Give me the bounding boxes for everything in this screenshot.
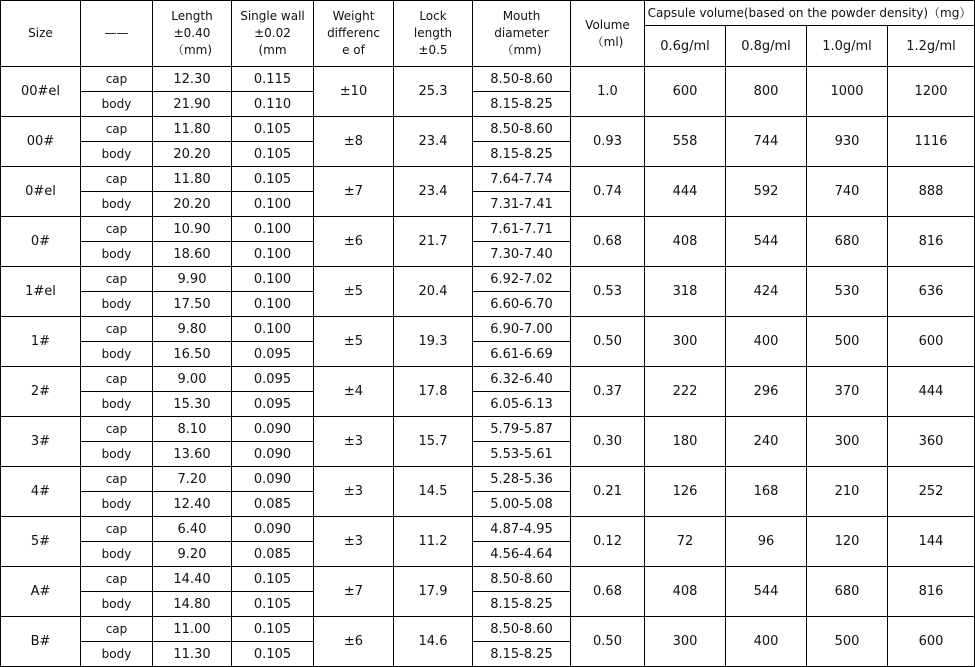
size-cell: 5# (1, 517, 81, 567)
length-cell: 16.50 (153, 342, 232, 367)
part-label: body (81, 642, 153, 667)
lock-length-cell: 23.4 (394, 167, 473, 217)
capsule-volume-cell: 600 (888, 617, 975, 667)
capsule-volume-cell: 816 (888, 567, 975, 617)
mouth-diameter-cell: 7.64-7.74 (473, 167, 571, 192)
header-density: 0.8g/ml (726, 26, 807, 67)
wall-cell: 0.100 (232, 192, 314, 217)
part-label: cap (81, 467, 153, 492)
part-label: cap (81, 517, 153, 542)
length-cell: 9.90 (153, 267, 232, 292)
length-cell: 11.00 (153, 617, 232, 642)
part-label: body (81, 392, 153, 417)
capsule-volume-cell: 144 (888, 517, 975, 567)
part-label: body (81, 442, 153, 467)
header-lock-length (394, 1, 473, 67)
capsule-volume-cell: 1200 (888, 67, 975, 117)
header-volume-line: Volume (585, 17, 630, 32)
volume-cell: 0.37 (571, 367, 645, 417)
length-cell: 11.80 (153, 117, 232, 142)
volume-cell: 0.21 (571, 467, 645, 517)
table-row-cap (1, 467, 975, 492)
mouth-diameter-cell: 8.15-8.25 (473, 142, 571, 167)
capsule-volume-cell: 370 (807, 367, 888, 417)
wall-cell: 0.100 (232, 317, 314, 342)
length-cell: 9.80 (153, 317, 232, 342)
header-density: 0.6g/ml (645, 26, 726, 67)
part-label: body (81, 342, 153, 367)
lock-length-cell: 14.6 (394, 617, 473, 667)
size-cell: 3# (1, 417, 81, 467)
table-header (1, 1, 975, 67)
part-label: cap (81, 567, 153, 592)
header-wall-line: ±0.02 (254, 26, 291, 40)
mouth-diameter-cell: 8.50-8.60 (473, 567, 571, 592)
part-label: body (81, 142, 153, 167)
weight-diff-cell: ±7 (314, 167, 394, 217)
wall-cell: 0.105 (232, 117, 314, 142)
part-label: cap (81, 367, 153, 392)
wall-cell: 0.100 (232, 292, 314, 317)
wall-cell: 0.090 (232, 442, 314, 467)
table-row-cap (1, 617, 975, 642)
header-weight-difference (314, 1, 394, 67)
header-mouth-line: （mm) (501, 43, 542, 57)
part-label: body (81, 542, 153, 567)
wall-cell: 0.085 (232, 492, 314, 517)
capsule-volume-cell: 360 (888, 417, 975, 467)
table-row-cap (1, 267, 975, 292)
header-weight-line: Weight (332, 9, 375, 23)
capsule-volume-cell: 408 (645, 217, 726, 267)
header-length-line: （mm) (171, 43, 213, 57)
table-row-cap (1, 317, 975, 342)
header-capsule-volume: Capsule volume(based on the powder density)（mg） (645, 1, 975, 26)
part-label: body (81, 592, 153, 617)
wall-cell: 0.090 (232, 517, 314, 542)
length-cell: 18.60 (153, 242, 232, 267)
part-label: body (81, 492, 153, 517)
header-wall-line: Single wall (240, 9, 305, 23)
size-cell: 00# (1, 117, 81, 167)
header-weight-line: differenc (327, 26, 380, 40)
weight-diff-cell: ±8 (314, 117, 394, 167)
weight-diff-cell: ±10 (314, 67, 394, 117)
capsule-volume-cell: 800 (726, 67, 807, 117)
wall-cell: 0.105 (232, 167, 314, 192)
table-body (1, 67, 975, 667)
lock-length-cell: 20.4 (394, 267, 473, 317)
capsule-volume-cell: 400 (726, 617, 807, 667)
size-cell: B# (1, 617, 81, 667)
table-row-cap (1, 67, 975, 92)
length-cell: 11.30 (153, 642, 232, 667)
length-cell: 14.40 (153, 567, 232, 592)
header-lock-line: Lock (419, 9, 447, 23)
header-mouth-line: diameter (494, 26, 549, 40)
capsule-volume-cell: 1116 (888, 117, 975, 167)
length-cell: 6.40 (153, 517, 232, 542)
capsule-volume-cell: 300 (807, 417, 888, 467)
capsule-volume-cell: 210 (807, 467, 888, 517)
length-cell: 14.80 (153, 592, 232, 617)
capsule-volume-cell: 558 (645, 117, 726, 167)
lock-length-cell: 21.7 (394, 217, 473, 267)
header-length-line: ±0.40 (173, 26, 211, 40)
part-label: body (81, 92, 153, 117)
volume-cell: 0.50 (571, 317, 645, 367)
lock-length-cell: 11.2 (394, 517, 473, 567)
mouth-diameter-cell: 8.15-8.25 (473, 92, 571, 117)
capsule-volume-cell: 600 (888, 317, 975, 367)
capsule-volume-cell: 680 (807, 567, 888, 617)
mouth-diameter-cell: 5.79-5.87 (473, 417, 571, 442)
size-cell: 1#el (1, 267, 81, 317)
size-cell: 0#el (1, 167, 81, 217)
part-label: cap (81, 317, 153, 342)
weight-diff-cell: ±3 (314, 467, 394, 517)
size-cell: A# (1, 567, 81, 617)
capsule-volume-cell: 444 (888, 367, 975, 417)
wall-cell: 0.100 (232, 267, 314, 292)
part-label: cap (81, 417, 153, 442)
mouth-diameter-cell: 5.53-5.61 (473, 442, 571, 467)
capsule-volume-cell: 96 (726, 517, 807, 567)
header-length (153, 1, 232, 67)
header-volume-line: （ml) (591, 34, 624, 49)
volume-cell: 1.0 (571, 67, 645, 117)
capsule-volume-cell: 424 (726, 267, 807, 317)
part-label: body (81, 242, 153, 267)
wall-cell: 0.085 (232, 542, 314, 567)
mouth-diameter-cell: 6.60-6.70 (473, 292, 571, 317)
wall-cell: 0.095 (232, 392, 314, 417)
volume-cell: 0.50 (571, 617, 645, 667)
part-label: cap (81, 267, 153, 292)
capsule-volume-cell: 544 (726, 217, 807, 267)
lock-length-cell: 25.3 (394, 67, 473, 117)
capsule-volume-cell: 408 (645, 567, 726, 617)
length-cell: 12.40 (153, 492, 232, 517)
header-lock-line: ±0.5 (418, 43, 448, 57)
wall-cell: 0.115 (232, 67, 314, 92)
wall-cell: 0.100 (232, 242, 314, 267)
weight-diff-cell: ±3 (314, 517, 394, 567)
length-cell: 17.50 (153, 292, 232, 317)
table-row-cap (1, 167, 975, 192)
wall-cell: 0.110 (232, 92, 314, 117)
length-cell: 21.90 (153, 92, 232, 117)
mouth-diameter-cell: 8.15-8.25 (473, 642, 571, 667)
capsule-volume-cell: 500 (807, 617, 888, 667)
lock-length-cell: 19.3 (394, 317, 473, 367)
header-size: Size (1, 1, 81, 67)
length-cell: 7.20 (153, 467, 232, 492)
volume-cell: 0.68 (571, 217, 645, 267)
capsule-volume-cell: 168 (726, 467, 807, 517)
wall-cell: 0.105 (232, 142, 314, 167)
capsule-volume-cell: 744 (726, 117, 807, 167)
capsule-volume-cell: 600 (645, 67, 726, 117)
weight-diff-cell: ±3 (314, 417, 394, 467)
capsule-volume-cell: 126 (645, 467, 726, 517)
mouth-diameter-cell: 8.50-8.60 (473, 617, 571, 642)
capsule-volume-cell: 930 (807, 117, 888, 167)
weight-diff-cell: ±6 (314, 217, 394, 267)
wall-cell: 0.105 (232, 592, 314, 617)
header-lock-line: length (413, 26, 453, 40)
header-mouth-line: Mouth (502, 9, 541, 23)
volume-cell: 0.93 (571, 117, 645, 167)
length-cell: 10.90 (153, 217, 232, 242)
wall-cell: 0.095 (232, 342, 314, 367)
length-cell: 13.60 (153, 442, 232, 467)
capsule-volume-cell: 816 (888, 217, 975, 267)
length-cell: 15.30 (153, 392, 232, 417)
capsule-volume-cell: 592 (726, 167, 807, 217)
size-cell: 2# (1, 367, 81, 417)
length-cell: 8.10 (153, 417, 232, 442)
capsule-volume-cell: 252 (888, 467, 975, 517)
mouth-diameter-cell: 6.90-7.00 (473, 317, 571, 342)
lock-length-cell: 15.7 (394, 417, 473, 467)
part-label: body (81, 292, 153, 317)
part-label: cap (81, 167, 153, 192)
table-row-cap (1, 367, 975, 392)
mouth-diameter-cell: 6.05-6.13 (473, 392, 571, 417)
table-row-cap (1, 517, 975, 542)
capsule-volume-cell: 300 (645, 317, 726, 367)
volume-cell: 0.68 (571, 567, 645, 617)
capsule-volume-cell: 120 (807, 517, 888, 567)
weight-diff-cell: ±7 (314, 567, 394, 617)
capsule-volume-cell: 222 (645, 367, 726, 417)
mouth-diameter-cell: 5.00-5.08 (473, 492, 571, 517)
weight-diff-cell: ±5 (314, 267, 394, 317)
wall-cell: 0.095 (232, 367, 314, 392)
header-length-line: Length (171, 9, 213, 23)
length-cell: 9.00 (153, 367, 232, 392)
header-mouth-diameter (473, 1, 571, 67)
part-label: body (81, 192, 153, 217)
mouth-diameter-cell: 6.32-6.40 (473, 367, 571, 392)
mouth-diameter-cell: 8.50-8.60 (473, 67, 571, 92)
mouth-diameter-cell: 4.56-4.64 (473, 542, 571, 567)
length-cell: 20.20 (153, 142, 232, 167)
header-density: 1.0g/ml (807, 26, 888, 67)
volume-cell: 0.74 (571, 167, 645, 217)
weight-diff-cell: ±4 (314, 367, 394, 417)
size-cell: 00#el (1, 67, 81, 117)
length-cell: 20.20 (153, 192, 232, 217)
mouth-diameter-cell: 5.28-5.36 (473, 467, 571, 492)
header-density: 1.2g/ml (888, 26, 975, 67)
lock-length-cell: 14.5 (394, 467, 473, 517)
volume-cell: 0.53 (571, 267, 645, 317)
capsule-volume-cell: 888 (888, 167, 975, 217)
capsule-volume-cell: 530 (807, 267, 888, 317)
capsule-volume-cell: 180 (645, 417, 726, 467)
length-cell: 9.20 (153, 542, 232, 567)
lock-length-cell: 17.8 (394, 367, 473, 417)
capsule-volume-cell: 318 (645, 267, 726, 317)
size-cell: 1# (1, 317, 81, 367)
capsule-volume-cell: 444 (645, 167, 726, 217)
capsule-volume-cell: 500 (807, 317, 888, 367)
mouth-diameter-cell: 4.87-4.95 (473, 517, 571, 542)
header-weight-line: e of (342, 43, 365, 57)
header-single-wall (232, 1, 314, 67)
capsule-volume-cell: 544 (726, 567, 807, 617)
mouth-diameter-cell: 7.30-7.40 (473, 242, 571, 267)
capsule-volume-cell: 680 (807, 217, 888, 267)
volume-cell: 0.30 (571, 417, 645, 467)
capsule-volume-cell: 296 (726, 367, 807, 417)
capsule-volume-cell: 240 (726, 417, 807, 467)
capsule-volume-cell: 636 (888, 267, 975, 317)
wall-cell: 0.090 (232, 467, 314, 492)
length-cell: 11.80 (153, 167, 232, 192)
lock-length-cell: 23.4 (394, 117, 473, 167)
mouth-diameter-cell: 8.15-8.25 (473, 592, 571, 617)
header-part: —— (81, 1, 153, 67)
header-wall-line: (mm (258, 43, 287, 57)
mouth-diameter-cell: 6.61-6.69 (473, 342, 571, 367)
wall-cell: 0.090 (232, 417, 314, 442)
part-label: cap (81, 617, 153, 642)
part-label: cap (81, 67, 153, 92)
wall-cell: 0.105 (232, 617, 314, 642)
wall-cell: 0.100 (232, 217, 314, 242)
header-volume (571, 1, 645, 67)
size-cell: 0# (1, 217, 81, 267)
table-row-cap (1, 217, 975, 242)
part-label: cap (81, 117, 153, 142)
mouth-diameter-cell: 6.92-7.02 (473, 267, 571, 292)
mouth-diameter-cell: 7.31-7.41 (473, 192, 571, 217)
part-label: cap (81, 217, 153, 242)
weight-diff-cell: ±6 (314, 617, 394, 667)
mouth-diameter-cell: 7.61-7.71 (473, 217, 571, 242)
capsule-volume-cell: 400 (726, 317, 807, 367)
capsule-volume-cell: 300 (645, 617, 726, 667)
capsule-volume-cell: 72 (645, 517, 726, 567)
mouth-diameter-cell: 8.50-8.60 (473, 117, 571, 142)
table-row-cap (1, 417, 975, 442)
volume-cell: 0.12 (571, 517, 645, 567)
wall-cell: 0.105 (232, 567, 314, 592)
capsule-volume-cell: 740 (807, 167, 888, 217)
lock-length-cell: 17.9 (394, 567, 473, 617)
length-cell: 12.30 (153, 67, 232, 92)
size-cell: 4# (1, 467, 81, 517)
table-row-cap (1, 567, 975, 592)
table-row-cap (1, 117, 975, 142)
weight-diff-cell: ±5 (314, 317, 394, 367)
capsule-volume-cell: 1000 (807, 67, 888, 117)
wall-cell: 0.105 (232, 642, 314, 667)
